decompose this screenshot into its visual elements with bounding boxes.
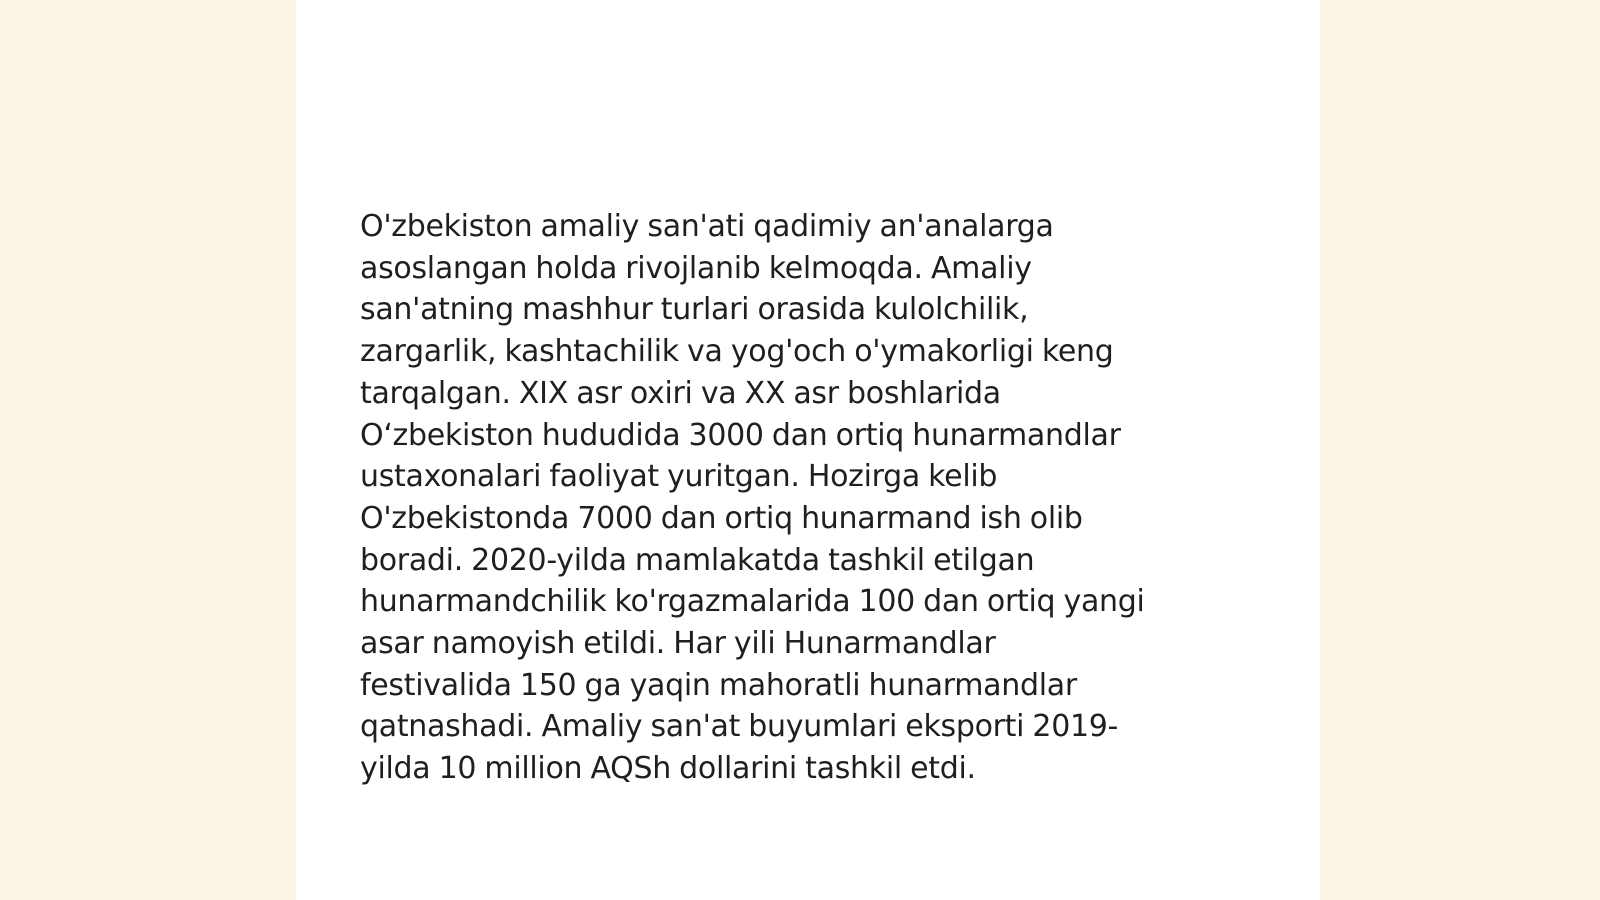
paragraph-line: qatnashadi. Amaliy san'at buyumlari eksporti 2019-: [360, 709, 1119, 745]
paragraph-line: tarqalgan. XIX asr oxiri va XX asr boshlarida: [360, 375, 1001, 411]
paragraph-line: ustaxonalari faoliyat yuritgan. Hozirga kelib: [360, 459, 998, 495]
paragraph-line: O‘zbekiston hududida 3000 dan ortiq hunarmandlar: [360, 417, 1121, 453]
paragraph-line: asoslangan holda rivojlanib kelmoqda. Amaliy: [360, 250, 1032, 286]
document-page: [296, 0, 1320, 900]
paragraph-line: O'zbekistonda 7000 dan ortiq hunarmand ish olib: [360, 500, 1083, 536]
paragraph-line: zargarlik, kashtachilik va yog'och o'ymakorligi keng: [360, 334, 1114, 370]
paragraph-line: asar namoyish etildi. Har yili Hunarmandlar: [360, 626, 996, 662]
paragraph-line: san'atning mashhur turlari orasida kulolchilik,: [360, 292, 1029, 328]
paragraph-line: festivalida 150 ga yaqin mahoratli hunarmandlar: [360, 667, 1077, 703]
paragraph-line: hunarmandchilik ko'rgazmalarida 100 dan ortiq yangi: [360, 584, 1145, 620]
paragraph-line: O'zbekiston amaliy san'ati qadimiy an'analarga: [360, 209, 1054, 244]
body-paragraph: [360, 206, 1240, 790]
paragraph-line: boradi. 2020-yilda mamlakatda tashkil etilgan: [360, 542, 1035, 578]
paragraph-line: yilda 10 million AQSh dollarini tashkil etdi.: [360, 751, 976, 787]
